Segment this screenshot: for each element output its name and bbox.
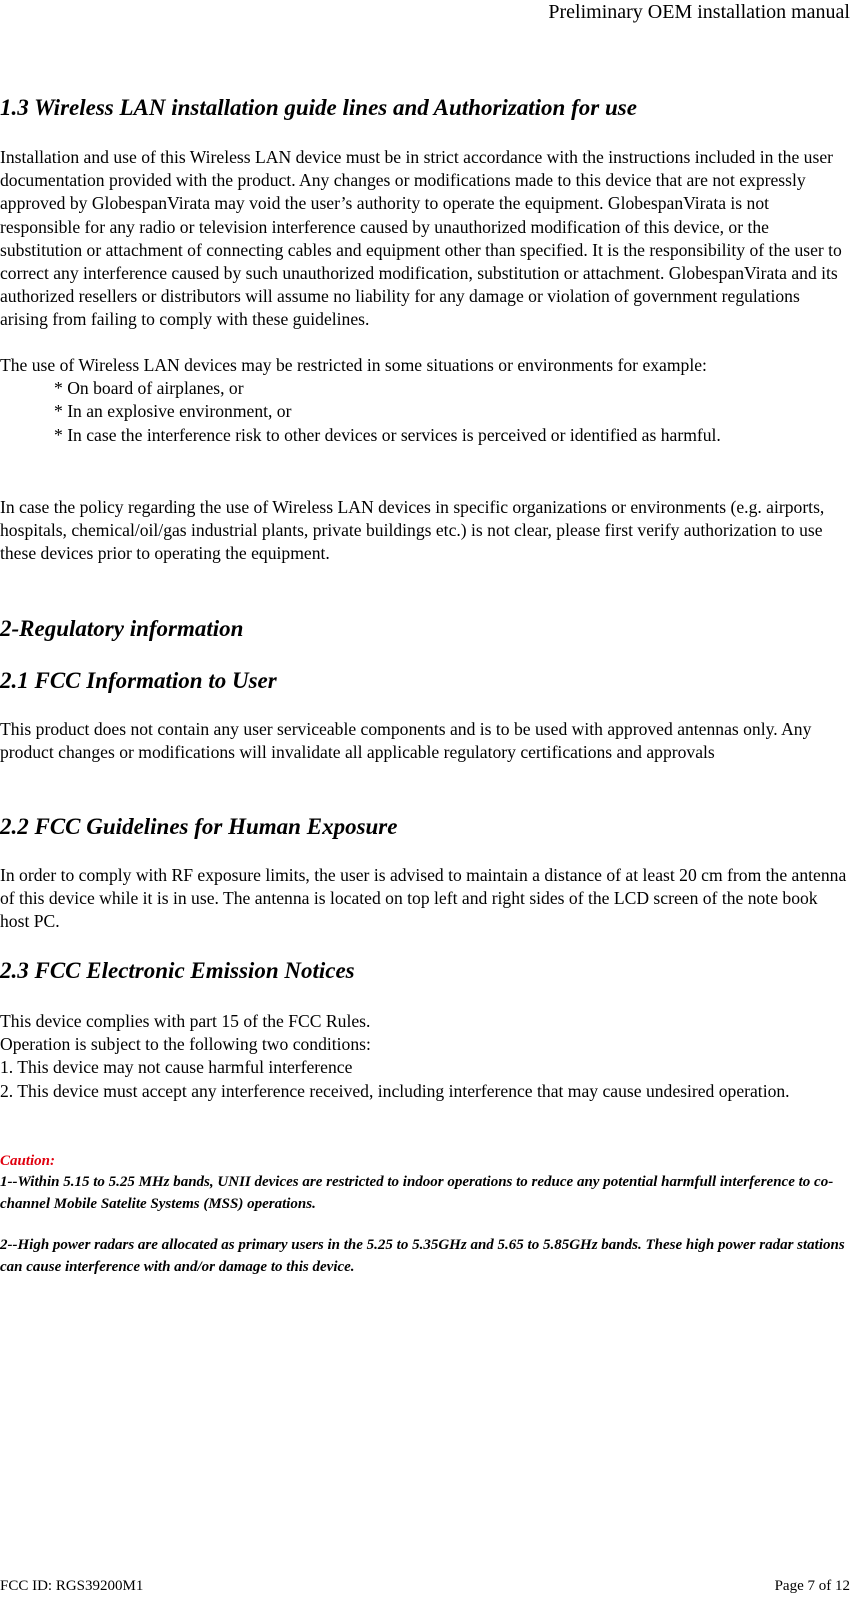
section-2-2-paragraph: In order to comply with RF exposure limits, the user is advised to maintain a distance of at least 20 cm from the antenna of this device while it is in use. The antenna is located on top left and right sides of the LCD screen of the note book host PC.: [0, 865, 847, 932]
footer-fcc-id: FCC ID: RGS39200M1: [0, 1578, 144, 1594]
restriction-list: [0, 377, 850, 447]
caution-title: Caution:: [0, 1153, 56, 1169]
restriction-item: * On board of airplanes, or: [54, 378, 244, 399]
section-2-1-paragraph-block: [0, 718, 850, 764]
section-2-3-line: This device complies with part 15 of the FCC Rules.: [0, 1011, 371, 1031]
section-1-3-paragraph-1: Installation and use of this Wireless LAN device must be in strict accordance with the instructions included in the user documentation provided with the product. Any changes or modifications made to this device that are not expressly approved by GlobespanVirata may void the user’s authority to operate the equipment. GlobespanVirata is not responsible for any radio or television interference caused by unauthorized modification of this device, or the substitution or attachment of connecting cables and equipment other than specified. It is the responsibility of the user to correct any interference caused by such unauthorized modification, substitution or attachment. GlobespanVirata and its authorized resellers or distributors will assume no liability for any damage or violation of government regulations arising from failing to comply with these guidelines.: [0, 147, 842, 330]
section-1-3-paragraph-3-block: [0, 496, 850, 566]
restriction-item: * In case the interference risk to other devices or services is perceived or identified as harmful.: [54, 424, 721, 445]
caution-item-2-block: [0, 1234, 850, 1278]
section-2-3-line: Operation is subject to the following two conditions:: [0, 1034, 371, 1055]
running-header: Preliminary OEM installation manual: [548, 1, 850, 23]
section-2-3-line: 1. This device may not cause harmful interference: [0, 1057, 353, 1078]
caution-item-1-block: [0, 1171, 850, 1215]
section-1-3-paragraph-1-block: [0, 146, 850, 332]
footer-page-number: Page 7 of 12: [774, 1578, 850, 1594]
section-2-3-heading: 2.3 FCC Electronic Emission Notices: [0, 958, 355, 983]
section-2-2-heading: 2.2 FCC Guidelines for Human Exposure: [0, 814, 398, 839]
section-2-heading: 2-Regulatory information: [0, 616, 244, 641]
caution-item-2: 2--High power radars are allocated as primary users in the 5.25 to 5.35GHz and 5.65 to 5.85GHz bands. These high power radar stations can cause interference with and/or damage to this device.: [0, 1237, 845, 1275]
restriction-item: * In an explosive environment, or: [54, 401, 292, 422]
section-2-1-heading: 2.1 FCC Information to User: [0, 668, 277, 693]
caution-item-1: 1--Within 5.15 to 5.25 MHz bands, UNII devices are restricted to indoor operations to reduce any potential harmfull interference to co-channel Mobile Satelite Systems (MSS) operations.: [0, 1174, 834, 1212]
section-2-1-paragraph: This product does not contain any user serviceable components and is to be used with approved antennas only. Any product changes or modifications will invalidate all applicable regulatory certifications and approvals: [0, 719, 812, 763]
section-2-3-line: 2. This device must accept any interference received, including interference that may cause undesired operation.: [0, 1080, 790, 1101]
section-1-3-restrictions-block: [0, 354, 850, 447]
section-2-2-paragraph-block: [0, 864, 850, 934]
section-1-3-heading: 1.3 Wireless LAN installation guide lines and Authorization for use: [0, 95, 637, 120]
section-2-3-lines-block: [0, 1010, 850, 1103]
section-1-3-restrictions-intro: The use of Wireless LAN devices may be restricted in some situations or environments for example:: [0, 355, 707, 375]
section-1-3-paragraph-3: In case the policy regarding the use of Wireless LAN devices in specific organizations or environments (e.g. airports, hospitals, chemical/oil/gas industrial plants, private buildings etc.) is not clear, please first verify authorization to use these devices prior to operating the equipment.: [0, 497, 825, 564]
